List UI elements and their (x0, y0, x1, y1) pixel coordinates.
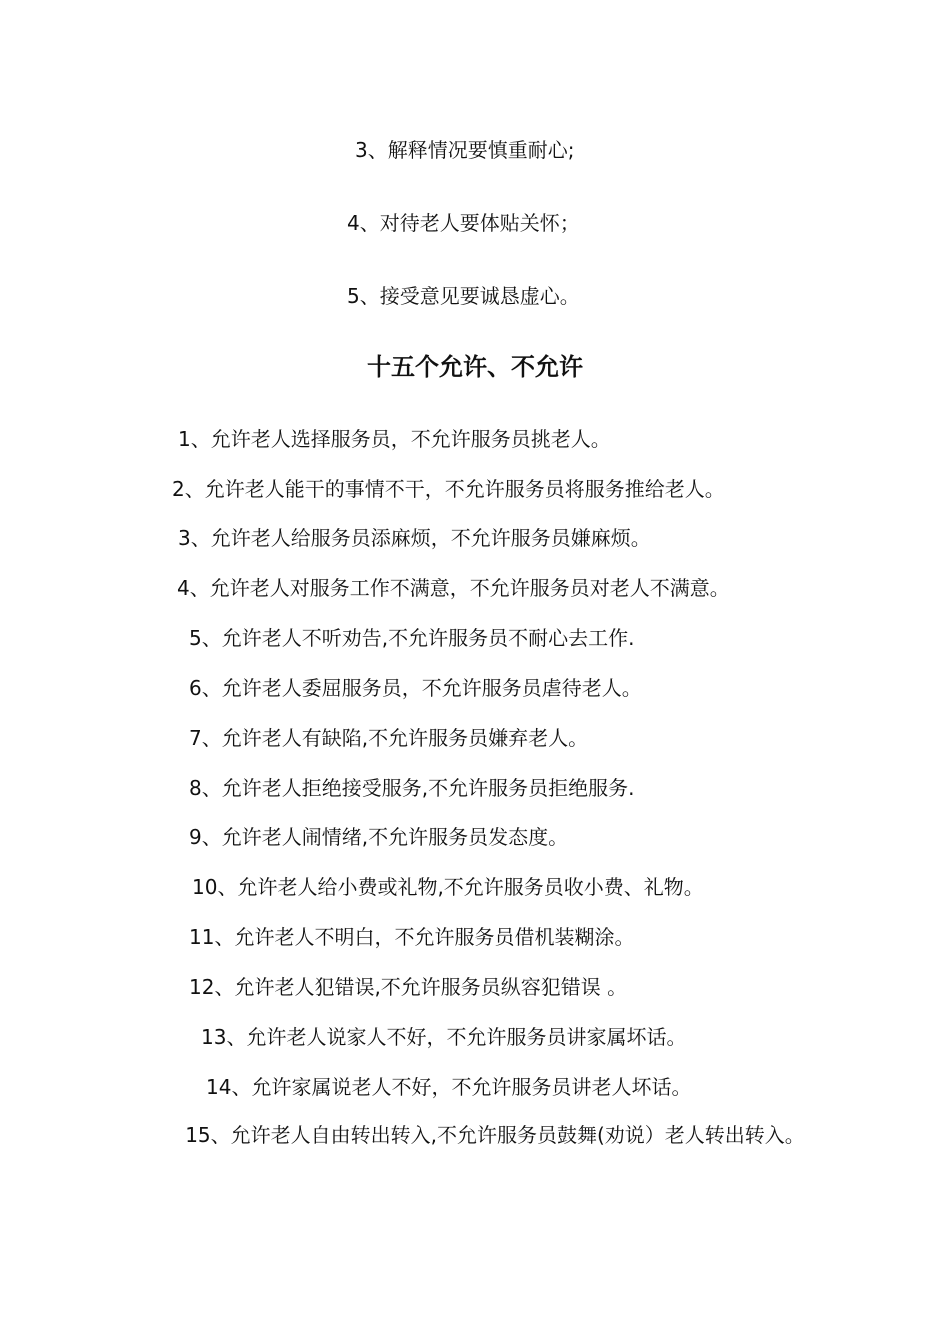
rule-item-5: 5、允许老人不听劝告,不允许服务员不耐心去工作. (189, 626, 635, 650)
rule-item-1: 1、允许老人选择服务员，不允许服务员挑老人。 (178, 427, 611, 451)
rule-item-12: 12、允许老人犯错误,不允许服务员纵容犯错误 。 (189, 975, 628, 999)
rule-item-14: 14、允许家属说老人不好，不允许服务员讲老人坏话。 (206, 1075, 692, 1099)
rule-item-6: 6、允许老人委屈服务员，不允许服务员虐待老人。 (189, 676, 642, 700)
rule-item-9: 9、允许老人闹情绪,不允许服务员发态度。 (189, 825, 569, 849)
rule-item-13: 13、允许老人说家人不好，不允许服务员讲家属坏话。 (201, 1025, 687, 1049)
rule-item-8: 8、允许老人拒绝接受服务,不允许服务员拒绝服务. (189, 776, 635, 800)
rule-item-15: 15、允许老人自由转出转入,不允许服务员鼓舞(劝说）老人转出转入。 (185, 1123, 805, 1147)
rule-item-3: 3、允许老人给服务员添麻烦，不允许服务员嫌麻烦。 (178, 526, 651, 550)
section-title: 十五个允许、不允许 (367, 353, 583, 381)
rule-item-4: 4、允许老人对服务工作不满意，不允许服务员对老人不满意。 (177, 576, 730, 600)
rule-item-7: 7、允许老人有缺陷,不允许服务员嫌弃老人。 (189, 726, 589, 750)
intro-item-5: 5、接受意见要诚恳虚心。 (347, 284, 580, 308)
rule-item-2: 2、允许老人能干的事情不干，不允许服务员将服务推给老人。 (172, 477, 725, 501)
rule-item-10: 10、允许老人给小费或礼物,不允许服务员收小费、礼物。 (192, 875, 704, 899)
intro-item-3: 3、解释情况要慎重耐心; (355, 138, 575, 162)
rule-item-11: 11、允许老人不明白，不允许服务员借机装糊涂。 (189, 925, 635, 949)
intro-item-4: 4、对待老人要体贴关怀； (347, 211, 580, 235)
